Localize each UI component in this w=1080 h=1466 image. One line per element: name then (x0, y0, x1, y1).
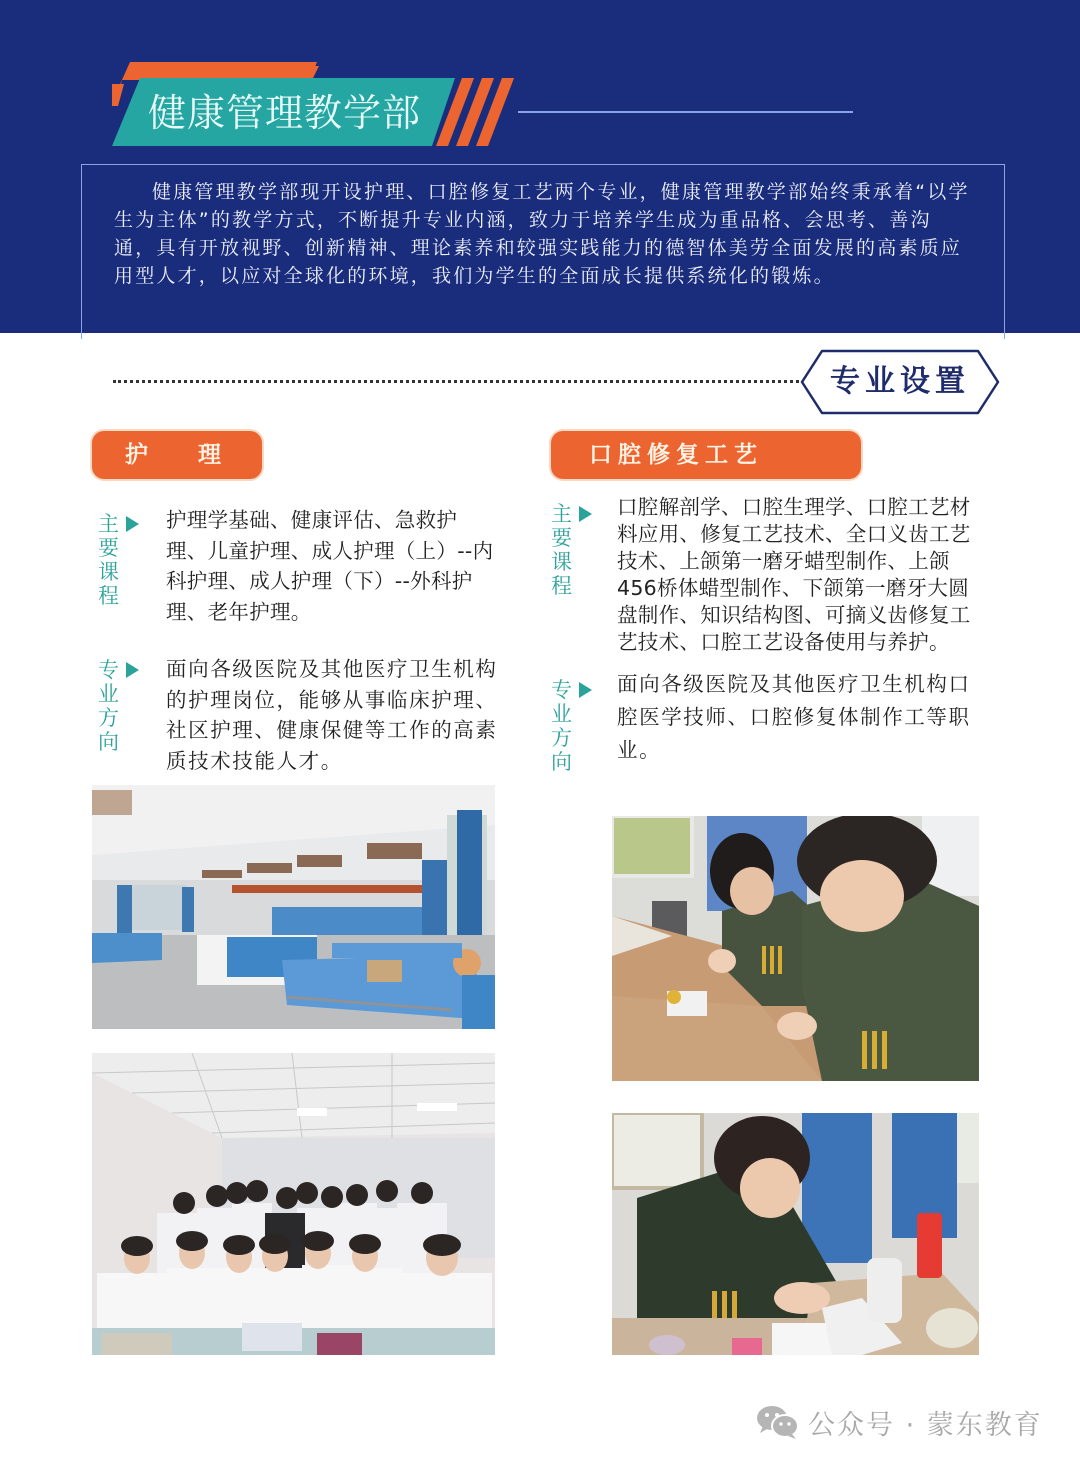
triangle-arrow-icon (126, 516, 139, 532)
dental-direction-label: 专 业 方 向 (551, 678, 572, 774)
nursing-courses-text: 护理学基础、健康评估、急救护理、儿童护理、成人护理（上）--内科护理、成人护理（下）--外科护理、老年护理。 (166, 508, 494, 624)
major-nursing-pill (92, 431, 262, 479)
triangle-arrow-icon (579, 506, 592, 522)
wechat-icon (756, 1404, 800, 1440)
dental-courses-label: 主 要 课 程 (551, 502, 572, 598)
dental-students-carving-photo (612, 816, 979, 1081)
triangle-arrow-icon (126, 662, 139, 678)
major-nursing-name-part2: 理 (198, 442, 223, 468)
header-divider (518, 111, 853, 113)
watermark-text: 公众号 · 蒙东教育 (808, 1409, 1043, 1441)
dental-student-working-photo (612, 1113, 979, 1355)
dental-courses-text: 口腔解剖学、口腔生理学、口腔工艺材料应用、修复工艺技术、全口义齿工艺技术、上颌第一磨牙蜡型制作、上颌456桥体蜡型制作、下颌第一磨牙大圆盘制作、知识结构图、可摘义齿修复工艺技术、口腔工艺设备使用与养护。 (617, 495, 971, 654)
major-dental-pill: 口腔修复工艺 (551, 431, 861, 479)
nursing-class-group-photo (92, 1053, 495, 1355)
nursing-courses-label: 主 要 课 程 (98, 512, 119, 608)
nursing-direction-label: 专 业 方 向 (98, 658, 119, 754)
nursing-direction-text: 面向各级医院及其他医疗卫生机构的护理岗位，能够从事临床护理、社区护理、健康保健等工作的高素质技术技能人才。 (166, 657, 498, 773)
major-nursing-name-part1: 护 (125, 442, 150, 468)
department-title: 健康管理教学部 (148, 91, 422, 135)
triangle-arrow-icon (579, 682, 592, 698)
wechat-account-watermark (756, 1400, 1043, 1444)
section-dotted-divider (113, 380, 805, 383)
section-title: 专业设置 (830, 364, 970, 399)
section-heading-badge (800, 349, 1000, 415)
nursing-training-ward-photo (92, 785, 495, 1029)
dental-direction-text: 面向各级医院及其他医疗卫生机构口腔医学技师、口腔修复体制作工等职业。 (617, 672, 971, 762)
department-intro: 健康管理教学部现开设护理、口腔修复工艺两个专业，健康管理教学部始终秉承着“以学生为主体”的教学方式，不断提升专业内涵，致力于培养学生成为重品格、会思考、善沟通，具有开放视野、创新精神、理论素养和较强实践能力的德智体美劳全面发展的高素质应用型人才，以应对全球化的环境，我们为学生的全面成长提供系统化的锻炼。 (114, 181, 970, 287)
header-banner (0, 0, 1080, 333)
